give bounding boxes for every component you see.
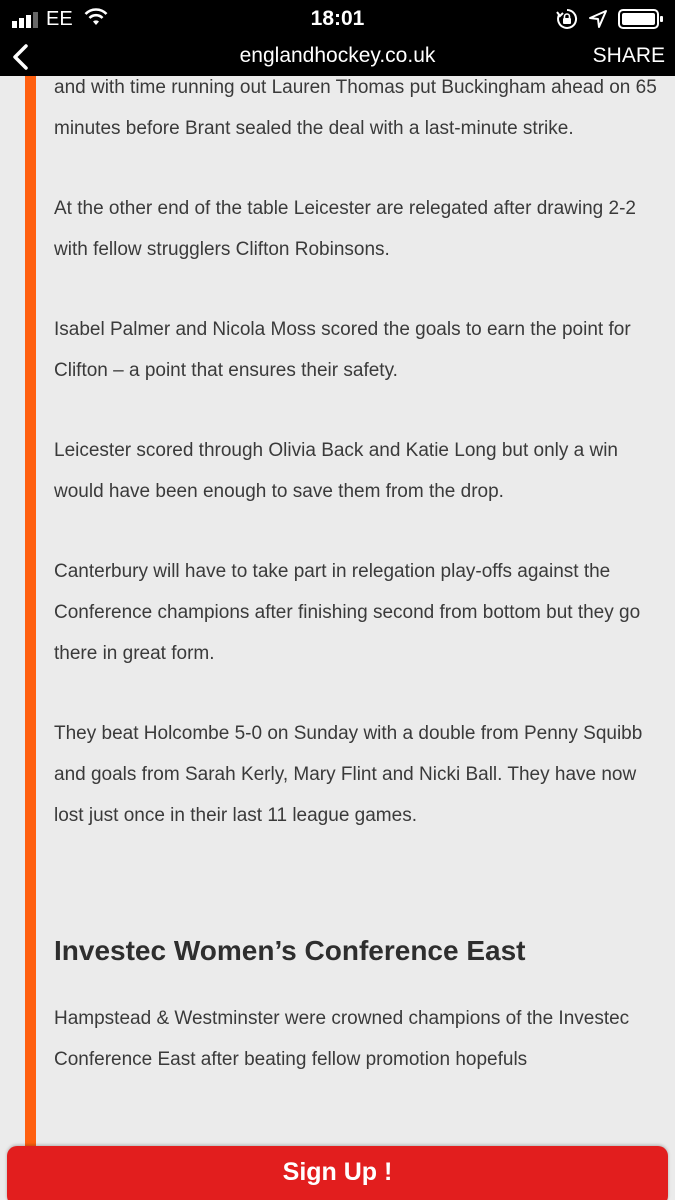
page-domain: englandhockey.co.uk (239, 44, 436, 67)
top-chrome (0, 0, 675, 76)
sign-up-button[interactable]: Sign Up ! (7, 1146, 668, 1200)
article-paragraph: Leicester scored through Olivia Back and Katie Long but only a win would have been enough to save them from the drop. (54, 440, 618, 502)
clock: 18:01 (310, 7, 365, 30)
article-paragraph: They beat Holcombe 5-0 on Sunday with a double from Penny Squibb and goals from Sarah Kerly, Mary Flint and Nicki Ball. They have now lost just once in their last 11 league games. (54, 723, 643, 826)
article-body (54, 67, 660, 1119)
rotation-lock-icon (556, 8, 578, 30)
article-paragraph: Canterbury will have to take part in relegation play-offs against the Conference champions after finishing second from bottom but they go there in great form. (54, 561, 641, 664)
share-button[interactable]: SHARE (592, 44, 665, 67)
article-accent-bar (25, 76, 36, 1200)
battery-icon (618, 8, 664, 30)
article-paragraph: Isabel Palmer and Nicola Moss scored the goals to earn the point for Clifton – a point that ensures their safety. (54, 319, 631, 381)
article-paragraph: Hampstead & Westminster were crowned champions of the Investec Conference East after beating fellow promotion hopefuls (54, 1008, 630, 1070)
location-arrow-icon (588, 9, 608, 29)
article-paragraph: and with time running out Lauren Thomas put Buckingham ahead on 65 minutes before Brant sealed the deal with a last-minute strike. (54, 77, 657, 139)
section-heading: Investec Women’s Conference East (54, 935, 526, 966)
carrier-name: EE (46, 8, 73, 30)
status-bar (0, 0, 675, 38)
article-paragraph: At the other end of the table Leicester are relegated after drawing 2-2 with fellow strugglers Clifton Robinsons. (54, 198, 636, 260)
